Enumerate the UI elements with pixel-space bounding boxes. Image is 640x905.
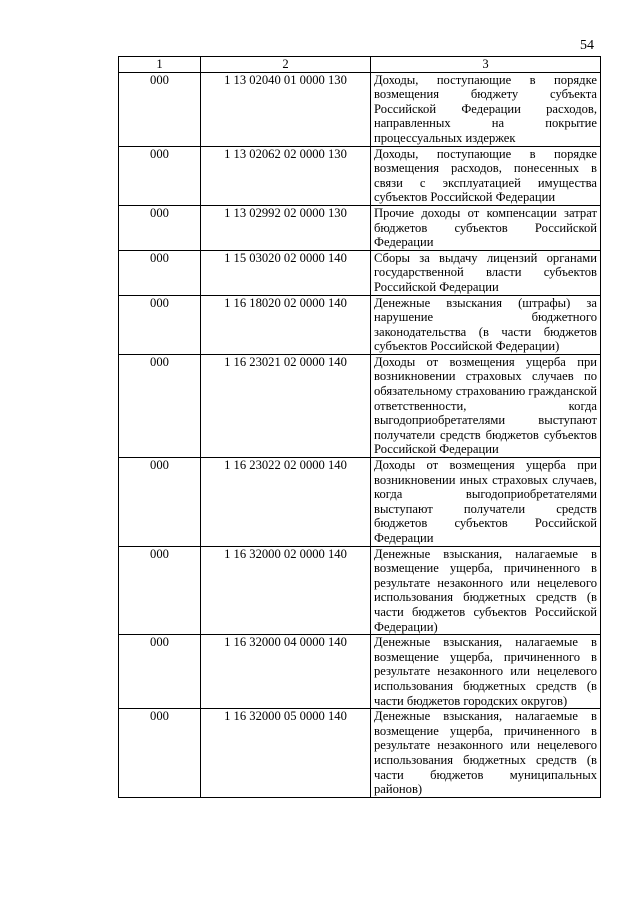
admin-code-cell: 000 — [119, 250, 201, 295]
table-row — [119, 205, 601, 250]
admin-code-cell: 000 — [119, 709, 201, 798]
admin-code-cell: 000 — [119, 635, 201, 709]
income-description-cell: Денежные взыскания, налагаемые в возмещение ущерба, причиненного в результате незаконного или нецелевого использования бюджетных средств (в части бюджетов субъектов Российской Федерации) — [371, 546, 601, 635]
column-header: 1 — [119, 57, 201, 73]
budget-code-cell: 1 16 32000 02 0000 140 — [201, 546, 371, 635]
income-description-cell: Сборы за выдачу лицензий органами государственной власти субъектов Российской Федерации — [371, 250, 601, 295]
income-description-cell: Доходы от возмещения ущерба при возникновении страховых случаев по обязательному страхованию гражданской ответственности, когда выгодоприобретателями выступают получатели средств бюджетов субъектов Российской Федерации — [371, 354, 601, 457]
admin-code-cell: 000 — [119, 72, 201, 146]
admin-code-cell: 000 — [119, 146, 201, 205]
table-row — [119, 546, 601, 635]
budget-code-cell: 1 13 02062 02 0000 130 — [201, 146, 371, 205]
budget-code-cell: 1 13 02992 02 0000 130 — [201, 205, 371, 250]
income-description-cell: Денежные взыскания (штрафы) за нарушение бюджетного законодательства (в части бюджетов субъектов Российской Федерации) — [371, 295, 601, 354]
admin-code-cell: 000 — [119, 295, 201, 354]
table-row — [119, 354, 601, 457]
table-row — [119, 146, 601, 205]
table-row — [119, 709, 601, 798]
income-description-cell: Прочие доходы от компенсации затрат бюджетов субъектов Российской Федерации — [371, 205, 601, 250]
income-description-cell: Денежные взыскания, налагаемые в возмещение ущерба, причиненного в результате незаконного или нецелевого использования бюджетных средств (в части бюджетов муниципальных районов) — [371, 709, 601, 798]
budget-code-cell: 1 16 32000 05 0000 140 — [201, 709, 371, 798]
income-description-cell: Денежные взыскания, налагаемые в возмещение ущерба, причиненного в результате незаконного или нецелевого использования бюджетных средств (в части бюджетов городских округов) — [371, 635, 601, 709]
admin-code-cell: 000 — [119, 205, 201, 250]
budget-code-cell: 1 16 32000 04 0000 140 — [201, 635, 371, 709]
income-description-cell: Доходы от возмещения ущерба при возникновении иных страховых случаев, когда выгодоприобретателями выступают получатели средств бюджетов субъектов Российской Федерации — [371, 458, 601, 547]
income-description-cell: Доходы, поступающие в порядке возмещения бюджету субъекта Российской Федерации расходов, направленных на покрытие процессуальных издержек — [371, 72, 601, 146]
table-row — [119, 295, 601, 354]
column-header: 3 — [371, 57, 601, 73]
table-row — [119, 72, 601, 146]
budget-code-cell: 1 13 02040 01 0000 130 — [201, 72, 371, 146]
table-header-row — [119, 57, 601, 73]
column-header: 2 — [201, 57, 371, 73]
budget-code-cell: 1 15 03020 02 0000 140 — [201, 250, 371, 295]
admin-code-cell: 000 — [119, 546, 201, 635]
budget-code-cell: 1 16 18020 02 0000 140 — [201, 295, 371, 354]
budget-classification-table — [118, 56, 601, 798]
budget-code-cell: 1 16 23021 02 0000 140 — [201, 354, 371, 457]
table-row — [119, 458, 601, 547]
admin-code-cell: 000 — [119, 458, 201, 547]
table-row — [119, 250, 601, 295]
budget-code-cell: 1 16 23022 02 0000 140 — [201, 458, 371, 547]
table-row — [119, 635, 601, 709]
income-description-cell: Доходы, поступающие в порядке возмещения расходов, понесенных в связи с эксплуатацией имущества субъектов Российской Федерации — [371, 146, 601, 205]
admin-code-cell: 000 — [119, 354, 201, 457]
page-number: 54 — [580, 38, 594, 53]
